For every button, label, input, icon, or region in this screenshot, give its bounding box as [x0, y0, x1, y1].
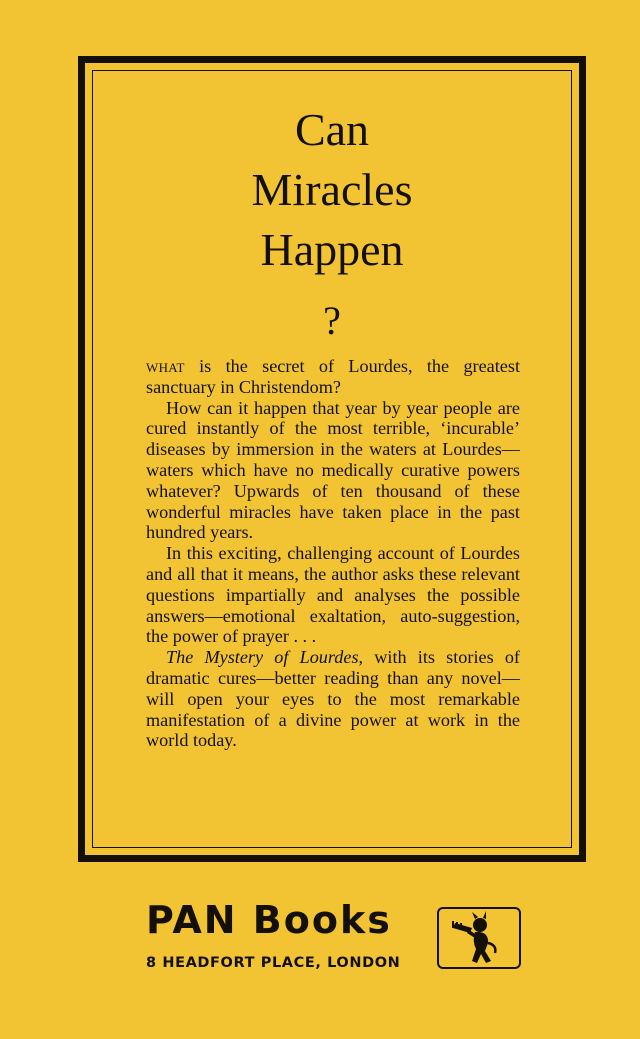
- publisher-address: 8 HEADFORT PLACE, LONDON: [146, 955, 401, 971]
- blurb-text: [146, 356, 520, 751]
- blurb-lead-word: what: [146, 356, 185, 376]
- blurb-paragraph-1: [146, 356, 520, 398]
- book-title-italic: The Mystery of Lourdes: [166, 647, 359, 668]
- publisher-logo: [437, 907, 521, 969]
- title-line-3: Happen: [260, 224, 404, 275]
- blurb-p4-rest: , with its stories of dramatic cures—better reading than any novel—will open your eyes to the most remarkable manifestation of a divine power at work in the world today.: [146, 647, 520, 751]
- blurb-paragraph-2: How can it happen that year by year people are cured instantly of the most terrible, ‘incurable’ diseases by immersion in the waters at Lourdes—waters which have no medically curative powers whatever? Upwards of ten thousand of these wonderful miracles have taken place in the past hundred years.: [146, 397, 520, 543]
- title-line-2: Miracles: [251, 164, 413, 215]
- blurb-paragraph-4: [146, 647, 520, 751]
- pan-piper-icon: [439, 909, 519, 967]
- title-line-1: Can: [294, 104, 370, 155]
- question-mark: ?: [323, 298, 341, 343]
- publisher-name: PAN Books: [146, 898, 392, 942]
- cover-title: [92, 100, 572, 280]
- blurb-p1-rest: is the secret of Lourdes, the greatest sanctuary in Christendom?: [146, 356, 520, 397]
- blurb-paragraph-3: In this exciting, challenging account of Lourdes and all that it means, the author asks these relevant questions impartially and analyses the possible answers—emotional exaltation, auto-suggestion, the power of prayer . . .: [146, 543, 520, 647]
